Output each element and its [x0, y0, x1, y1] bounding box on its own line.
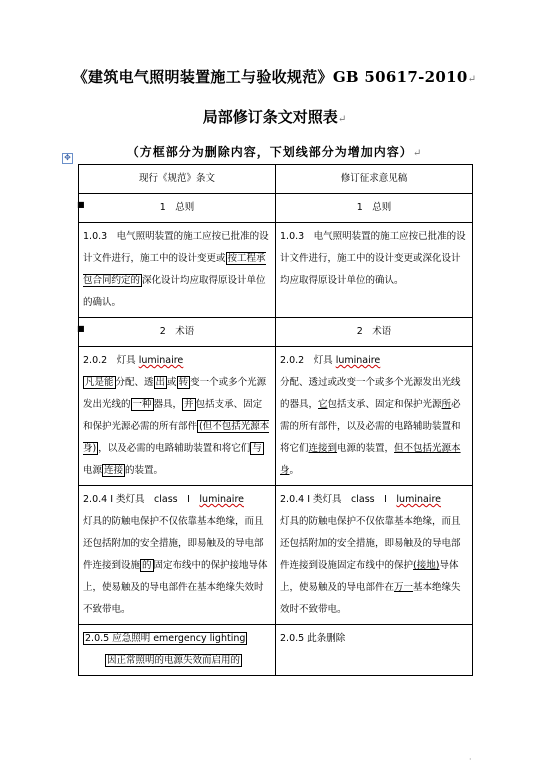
- section-terms-right: 2 术语: [276, 318, 473, 347]
- document-subtitle-title: 局部修订条文对照表↵: [202, 108, 347, 126]
- table-section-row: [79, 318, 473, 347]
- comparison-table: [78, 164, 473, 676]
- section-general-right: 1 总则: [276, 194, 473, 223]
- page-end-mark: ·: [469, 755, 472, 764]
- header-revised: 修订征求意见稿: [276, 165, 473, 194]
- document-title: 《建筑电气照明装置施工与验收规范》GB 50617-2010↵: [72, 68, 477, 86]
- clause-2-0-5-revised: 2.0.5 此条删除: [276, 625, 473, 676]
- header-current: 现行《规范》条文: [79, 165, 276, 194]
- clause-2-0-2-revised: 2.0.2 灯具 luminaire 分配、透过或改变一个或多个光源发出光线的器具，它包括支承、固定和保护光源所必需的所有部件，以及必需的电路辅助装置和将它们连接到电源的装置，但不包括光源本身。: [276, 347, 473, 486]
- clause-1-0-3-current: 1.0.3 电气照明装置的施工应按已批准的设计文件进行，施工中的设计变更或 按工程承包合同约定的 深化设计均应取得原设计单位的确认。: [79, 223, 276, 318]
- section-terms-left: ■ 2 术语: [79, 318, 276, 347]
- table-header-row: [79, 165, 473, 194]
- clause-1-0-3-revised: 1.0.3 电气照明装置的施工应按已批准的设计文件进行，施工中的设计变更或深化设计均应取得原设计单位的确认。: [276, 223, 473, 318]
- legend-note: （方框部分为删除内容，下划线部分为增加内容）↵: [126, 145, 423, 159]
- clause-2-0-2-current: 2.0.2 灯具 luminaire 凡是能 分配、透 出 或 转 变一个或多个光源发出光线的 一种 器具， 并 包括支承、固定和保护光源必需的所有部件 (但不包括光源本身) ，以及必需的电路辅助装置和将它们 与电源 连接 的装置。: [79, 347, 276, 486]
- table-row: [79, 223, 473, 318]
- clause-2-0-4-current: 2.0.4 I 类灯具 class I luminaire 灯具的防触电保护不仅依靠基本绝缘，而且还包括附加的安全措施，即易触及的导电部件连接到设施 的 固定布线中的保护接地导体上，使易触及的导电部件在基本绝缘失效时不致带电。: [79, 486, 276, 625]
- section-general-left: ■ 1 总则: [79, 194, 276, 223]
- clause-2-0-4-revised: 2.0.4 I 类灯具 class I luminaire 灯具的防触电保护不仅依靠基本绝缘，而且还包括附加的安全措施，即易触及的导电部件连接到设施固定布线中的保护(接地)导体上，使易触及的导电部件在万一基本绝缘失效时不致带电。: [276, 486, 473, 625]
- table-move-handle-icon[interactable]: ✥: [62, 153, 73, 164]
- table-row: [79, 486, 473, 625]
- clause-2-0-5-current: 2.0.5 应急照明 emergency lighting 因正常照明的电源失效而启用的: [79, 625, 276, 676]
- table-section-row: [79, 194, 473, 223]
- table-row: [79, 347, 473, 486]
- table-row: [79, 625, 473, 676]
